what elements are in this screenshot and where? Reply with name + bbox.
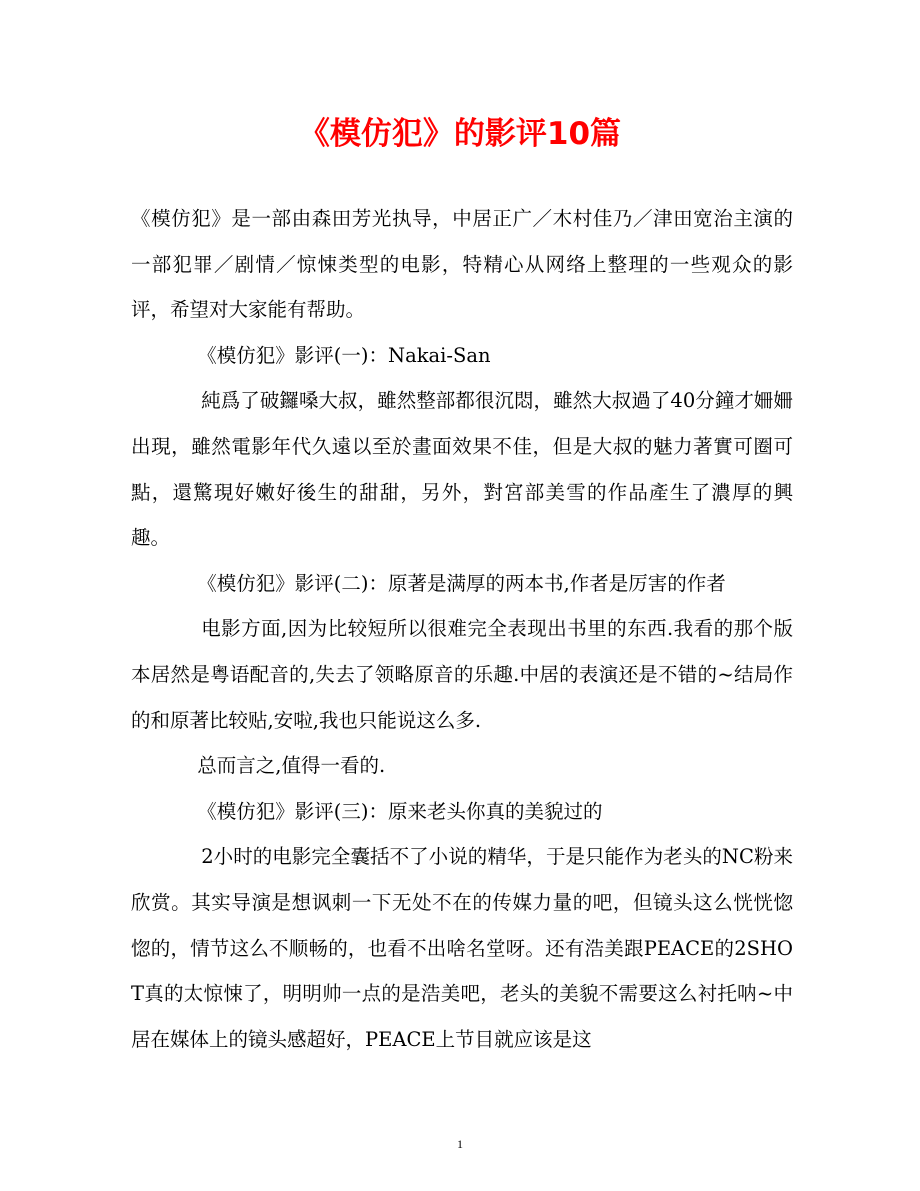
review-2-conclusion: 总而言之,值得一看的.	[197, 754, 386, 778]
document-body	[131, 196, 793, 1062]
document-title: 《模仿犯》的影评10篇	[298, 116, 622, 152]
review-2-paragraph: 电影方面,因为比较短所以很难完全表现出书里的东西.我看的那个版本居然是粤语配音的,失去了领略原音的乐趣.中居的表演还是不错的~结局作的和原著比较贴,安啦,我也只能说这么多.	[131, 617, 793, 732]
review-1-heading: 《模仿犯》影评(一)：Nakai-San	[197, 343, 491, 367]
review-1-paragraph: 純爲了破鑼嗓大叔，雖然整部都很沉悶，雖然大叔過了40分鐘才姍姍出現，雖然電影年代久遠以至於畫面效果不佳，但是大叔的魅力著實可圈可點，還驚現好嫩好後生的甜甜，另外，對宮部美雪的作品產生了濃厚的興趣。	[131, 389, 793, 550]
review-3-heading: 《模仿犯》影评(三)：原来老头你真的美貌过的	[197, 799, 603, 823]
review-3-paragraph: 2小时的电影完全囊括不了小说的精华，于是只能作为老头的NC粉来欣赏。其实导演是想讽刺一下无处不在的传媒力量的吧，但镜头这么恍恍惚惚的，情节这么不顺畅的，也看不出啥名堂呀。还有浩美跟PEACE的2SHOT真的太惊悚了，明明帅一点的是浩美吧，老头的美貌不需要这么衬托呐~中居在媒体上的镜头感超好，PEACE上节目就应该是这	[131, 845, 793, 1051]
review-2-heading: 《模仿犯》影评(二)：原著是满厚的两本书,作者是厉害的作者	[197, 571, 726, 595]
page-number: 1	[457, 1137, 463, 1151]
intro-paragraph: 《模仿犯》是一部由森田芳光执导，中居正广／木村佳乃／津田宽治主演的一部犯罪／剧情／惊悚类型的电影，特精心从网络上整理的一些观众的影评，希望对大家能有帮助。	[131, 207, 793, 322]
